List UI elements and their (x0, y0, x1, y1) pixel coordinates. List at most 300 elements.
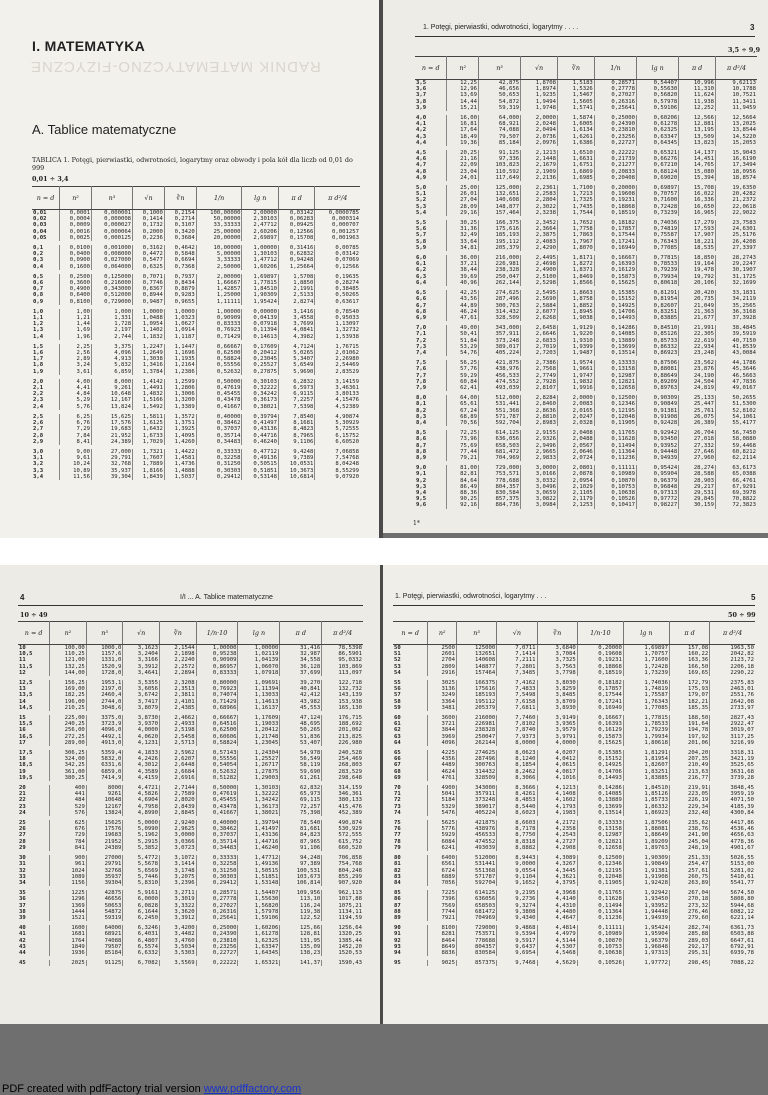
value-cell: 7,2257 (278, 397, 314, 403)
value-cell: 262,144 (478, 280, 520, 286)
row-number-cell: 1,0 (32, 309, 60, 315)
value-cell: 5,6569 (123, 868, 160, 874)
value-cell: 39,270 (280, 680, 322, 686)
value-cell: 1,6134 (557, 127, 594, 133)
value-cell: 1,84510 (623, 785, 669, 791)
value-cell: 7,3485 (497, 670, 537, 676)
row-number-cell: 6,5 (415, 290, 447, 296)
value-cell: 24,819 (679, 385, 716, 391)
value-cell: 3,0723 (160, 845, 197, 851)
value-cell: 4778,36 (730, 838, 754, 845)
value-cell: 135,09 (280, 944, 322, 950)
value-cell: 2642,08 (730, 698, 754, 705)
value-cell: 64000 (86, 925, 123, 931)
value-cell: 0,13333 (577, 820, 623, 826)
value-cell: 0,11765 (577, 890, 623, 896)
value-cell: 0,3107 (164, 222, 196, 228)
value-cell: 21,677 (679, 315, 716, 321)
value-cell: 25,761 (679, 408, 716, 414)
value-cell: 6,4807 (123, 938, 160, 944)
value-cell: 0,32258 (196, 455, 242, 461)
value-cell: 235,62 (669, 820, 709, 826)
value-cell: 73,96 (447, 436, 479, 442)
row-number-cell: 0,3 (32, 257, 60, 263)
value-cell: 4,4140 (537, 896, 577, 902)
value-cell: 0,27027 (594, 92, 636, 98)
row-number-cell: 15 (18, 715, 50, 721)
value-cell: 8,5440 (497, 804, 537, 810)
value-cell: 0,54407 (637, 80, 679, 87)
value-cell: 22,619 (679, 338, 716, 344)
value-cell: 22,934 (679, 344, 716, 350)
value-cell: 15,394 (679, 175, 716, 181)
value-cell: 0,86923 (637, 350, 679, 356)
value-cell: 5,00000 (196, 251, 242, 257)
value-cell: 2,0801 (557, 465, 594, 471)
value-cell: 857,375 (478, 496, 520, 502)
value-cell: 0,92942 (637, 430, 679, 436)
value-cell: 1,38021 (238, 810, 280, 816)
value-cell: 1,96 (60, 334, 92, 340)
value-cell: 248,19 (669, 845, 709, 851)
value-cell: 1764 (50, 938, 87, 944)
value-cell: 438,976 (478, 366, 520, 372)
pdf-note-link[interactable]: www.pdffactory.com (203, 1083, 302, 1095)
row-number-cell: 4,2 (415, 127, 447, 133)
value-cell: 0,27778 (594, 86, 636, 92)
value-cell: 1,9494 (521, 99, 558, 105)
value-cell: 0,10989 (577, 931, 623, 937)
row-number-cell: 16,5 (18, 734, 50, 740)
value-cell: 1,2247 (133, 344, 165, 350)
value-cell: 74,088 (478, 127, 520, 133)
value-cell: 1,5492 (133, 404, 165, 410)
value-cell: 857375 (456, 960, 496, 966)
value-cell: 10,996 (679, 80, 716, 87)
value-cell: 1156 (50, 880, 87, 886)
value-cell: 1,66667 (196, 280, 242, 286)
value-cell: 1,51851 (238, 874, 280, 880)
column-header: π d²/4 (315, 187, 360, 210)
row-number-cell: 14,5 (18, 705, 50, 711)
value-cell: 5359,4 (86, 750, 123, 756)
row-number-cell: 3,8 (415, 99, 447, 105)
value-cell: 81,681 (280, 826, 322, 832)
value-cell: 0,24390 (196, 931, 238, 937)
value-cell: 4,3795 (537, 880, 577, 886)
value-cell: 1,89763 (623, 845, 669, 851)
value-cell: 0,03142 (278, 210, 314, 217)
value-cell: 43,982 (280, 699, 322, 705)
value-cell: 0,12195 (594, 408, 636, 414)
table-row (415, 267, 757, 273)
value-cell: 962,113 (338, 890, 362, 897)
row-number-cell: 9,2 (415, 478, 447, 484)
value-cell: 2733,97 (730, 704, 754, 711)
value-cell: 289,00 (50, 740, 87, 746)
value-cell: 121,00 (50, 657, 87, 663)
value-cell: 250,047 (478, 274, 520, 280)
value-cell: 884,736 (478, 502, 520, 508)
value-cell: 175,616 (478, 226, 520, 232)
value-cell: 0,24390 (594, 121, 636, 127)
value-cell: 11,624 (679, 92, 716, 98)
value-cell: 0,88649 (637, 373, 679, 379)
value-cell: 1,90309 (623, 855, 669, 861)
value-cell: 1,74036 (623, 680, 669, 686)
value-cell: 0,21277 (594, 162, 636, 168)
value-cell: 1,7435 (557, 204, 594, 210)
value-cell: 3525,65 (730, 762, 754, 769)
table-row (415, 366, 757, 372)
value-cell: 2290,22 (730, 669, 754, 676)
value-cell: 1,5708 (278, 274, 314, 280)
value-cell: 1,9748 (521, 105, 558, 111)
value-cell: 1,29003 (238, 775, 280, 781)
value-cell: 2,6207 (160, 756, 197, 762)
value-cell: 0,000314 (332, 216, 359, 223)
value-cell: 213,63 (669, 769, 709, 775)
value-cell: 2,00000 (242, 210, 278, 217)
value-cell: 24,190 (679, 373, 716, 379)
table-row (415, 175, 757, 181)
value-cell: 2809 (428, 664, 457, 670)
value-cell: 328509 (456, 775, 496, 781)
value-cell: 20,4282 (732, 191, 756, 198)
value-cell: 1,1935 (164, 356, 196, 362)
value-cell: 1,9574 (557, 360, 594, 366)
value-cell: 704969 (456, 915, 496, 921)
table-row (393, 797, 755, 803)
value-cell: 0,03142 (335, 251, 359, 258)
value-cell: 166,375 (478, 220, 520, 226)
value-cell: 63,6173 (732, 465, 756, 472)
value-cell: 0,75587 (637, 232, 679, 238)
value-cell: 0,33333 (196, 855, 238, 861)
row-number-cell: 3,2 (32, 461, 60, 467)
value-cell: 1,6432 (133, 426, 165, 432)
value-cell: 40,96 (447, 280, 479, 286)
value-cell: 1,95424 (623, 925, 669, 931)
value-cell: 0,97313 (637, 490, 679, 496)
value-cell: 1,8469 (557, 274, 594, 280)
value-cell: 26,4208 (732, 238, 756, 245)
value-cell: 182,25 (50, 692, 87, 698)
value-cell: 0,12566 (278, 229, 314, 235)
value-cell: 0,29412 (196, 880, 238, 886)
value-cell: 2042,82 (730, 651, 754, 658)
value-cell: 1,4491 (133, 385, 165, 391)
value-cell: 2,1213 (521, 150, 558, 156)
value-cell: 0,11628 (577, 896, 623, 902)
value-cell: 37,21 (447, 261, 479, 267)
value-cell: 4,096 (91, 350, 132, 356)
value-cell: 0,95238 (196, 651, 238, 657)
value-cell: 1,7607 (133, 455, 165, 461)
column-header: n³ (86, 622, 123, 645)
value-cell: 6,60520 (335, 438, 359, 445)
row-number-cell: 0,05 (32, 235, 60, 241)
value-cell: 1,16137 (238, 705, 280, 711)
value-cell: 1936 (50, 950, 87, 956)
value-cell: 5776 (428, 826, 457, 832)
value-cell: 1,34242 (238, 797, 280, 803)
value-cell: 26,389 (679, 420, 716, 426)
value-cell: 0,2154 (164, 210, 196, 217)
value-cell: 0,12500 (577, 855, 623, 861)
value-cell: 4225 (428, 750, 457, 756)
value-cell: 1,4422 (164, 449, 196, 455)
value-cell: 1953,1 (86, 680, 123, 686)
value-cell: 3,3620 (160, 909, 197, 915)
value-cell: 7,5498 (497, 692, 537, 698)
value-cell: 9025 (428, 960, 457, 966)
value-cell: 3019,07 (730, 727, 754, 734)
value-cell: 256,00 (50, 727, 87, 733)
value-cell: 1,59106 (238, 915, 280, 921)
table-row (393, 664, 755, 670)
value-cell: 1,331 (91, 315, 132, 321)
table-grid (415, 56, 757, 509)
value-cell: 5041 (428, 791, 457, 797)
row-number-cell: 4,4 (415, 140, 447, 146)
value-cell: 0,0001 (60, 210, 92, 217)
value-cell: 1,95424 (242, 299, 278, 305)
value-cell: 4,41 (60, 385, 92, 391)
value-cell: 1,82607 (623, 762, 669, 768)
value-cell: 2,6458 (521, 325, 558, 331)
value-cell: 7396 (428, 896, 457, 902)
value-cell: 571787 (456, 874, 496, 880)
value-cell: 2,6916 (160, 775, 197, 781)
value-cell: 17,593 (679, 226, 716, 232)
table-row (393, 960, 755, 966)
value-cell: 0,43136 (242, 426, 278, 432)
row-number-cell: 8,5 (415, 430, 447, 436)
value-cell: 0,15873 (594, 274, 636, 280)
value-cell: 257,61 (669, 868, 709, 874)
value-cell: 0,12048 (577, 874, 623, 880)
value-cell: 0,0009 (60, 222, 92, 228)
value-cell: 0,22727 (594, 140, 636, 146)
value-cell: 216,000 (478, 255, 520, 261)
value-cell: 1,36173 (238, 804, 280, 810)
value-cell: 84,64 (447, 478, 479, 484)
value-cell: 4185,39 (730, 803, 754, 810)
value-cell: 3739,28 (730, 774, 754, 781)
value-cell: 226,980 (338, 739, 362, 746)
value-cell: 19,164 (679, 261, 716, 267)
row-number-cell: 0,5 (32, 274, 60, 280)
row-number-cell: 69 (393, 775, 428, 781)
value-cell: 0,17609 (242, 344, 278, 350)
row-number-cell: 0,2 (32, 251, 60, 257)
value-cell: 24389 (86, 845, 123, 851)
value-cell: 1,8663 (557, 290, 594, 296)
value-cell: 3,6742 (123, 692, 160, 698)
value-cell: 38,44 (447, 267, 479, 273)
value-cell: 900 (50, 855, 87, 861)
value-cell: 50,653 (478, 92, 520, 98)
row-number-cell: 61 (393, 721, 428, 727)
value-cell: 2375,83 (730, 680, 754, 687)
value-cell: 1,72428 (623, 664, 669, 670)
value-cell: 0,1732 (133, 222, 165, 228)
value-cell: 4656,63 (730, 832, 754, 839)
value-cell: 2,5713 (160, 740, 197, 746)
row-number-cell: 60 (393, 715, 428, 721)
column-header: n² (60, 187, 92, 210)
value-cell: 1,1832 (133, 334, 165, 340)
value-cell: 1385,44 (338, 937, 362, 944)
value-cell: 1,65321 (238, 960, 280, 966)
table-row (415, 420, 757, 426)
table-row (415, 232, 757, 238)
value-cell: 27,646 (679, 449, 716, 455)
value-cell: 0,001257 (332, 228, 359, 235)
value-cell: 0,81954 (637, 296, 679, 302)
value-cell: 3,0822 (521, 496, 558, 502)
table-row (18, 699, 363, 705)
value-cell: 59,319 (478, 105, 520, 111)
column-header: lg n (238, 622, 280, 645)
value-cell: 4,6904 (123, 797, 160, 803)
value-cell: 7,9373 (497, 734, 537, 740)
value-cell: 2,0724 (557, 455, 594, 461)
value-cell: 0,4642 (164, 245, 196, 251)
value-cell: 0,13699 (594, 344, 636, 350)
value-cell: 33,64 (447, 239, 479, 245)
value-cell: 2,8460 (521, 401, 558, 407)
value-cell: 87,965 (280, 839, 322, 845)
value-cell: 0,68966 (196, 705, 238, 711)
value-cell: 8,7178 (497, 826, 537, 832)
value-cell: 0,5477 (133, 257, 165, 263)
row-number-cell: 0,7 (32, 286, 60, 292)
value-cell: 1,60206 (242, 264, 278, 270)
value-cell: 2,5962 (160, 750, 197, 756)
value-cell: 804,248 (338, 867, 362, 874)
value-cell: 0,13333 (594, 360, 636, 366)
value-cell: 24,389 (91, 439, 132, 445)
table-row (393, 868, 755, 874)
value-cell: 1590,43 (338, 960, 362, 967)
value-cell: 1,4095 (164, 433, 196, 439)
value-cell: 17,576 (91, 420, 132, 426)
value-cell: 42,875 (478, 80, 520, 87)
value-cell: 2922,47 (730, 721, 754, 728)
value-cell: 1,6386 (557, 140, 594, 146)
value-cell: 438976 (456, 826, 496, 832)
value-cell: 0,65321 (637, 150, 679, 156)
value-cell: 1,9661 (557, 366, 594, 372)
value-cell: 33,1831 (732, 290, 756, 297)
value-cell: 50,41 (447, 331, 479, 337)
value-cell: 23,04 (447, 169, 479, 175)
value-cell: 0,0025 (60, 235, 92, 241)
value-cell: 0,83885 (637, 315, 679, 321)
value-cell: 484 (50, 797, 87, 803)
table-row (393, 909, 755, 915)
value-cell: 592704 (456, 880, 496, 886)
value-cell: 1,5874 (557, 115, 594, 121)
value-cell: 4356 (428, 756, 457, 762)
value-cell: 9,3808 (497, 909, 537, 915)
value-cell: 389,017 (478, 344, 520, 350)
value-cell: 144,00 (50, 670, 87, 676)
row-number-cell: 1,1 (32, 315, 60, 321)
value-cell: 6082,12 (730, 908, 754, 915)
value-cell: 1,79934 (623, 734, 669, 740)
value-cell: 0,62832 (278, 251, 314, 257)
value-cell: 1296 (50, 896, 87, 902)
value-cell: 1,8708 (521, 80, 558, 87)
value-cell: 3318,31 (730, 750, 754, 757)
value-cell: 0,71600 (637, 197, 679, 203)
row-number-cell: 92 (393, 938, 428, 944)
value-cell: 5929 (428, 832, 457, 838)
value-cell: 157,464 (478, 210, 520, 216)
value-cell: 61,261 (280, 775, 322, 781)
value-cell: 1089 (50, 874, 87, 880)
value-cell: 4,5144 (537, 938, 577, 944)
value-cell: 2,7568 (521, 366, 558, 372)
row-number-cell: 8,6 (415, 436, 447, 442)
value-cell: 3,5355 (123, 680, 160, 686)
value-cell: 778,688 (478, 478, 520, 484)
value-cell: 1,63347 (238, 944, 280, 950)
value-cell: 21,952 (91, 433, 132, 439)
table-row (393, 699, 755, 705)
value-cell: 7,1414 (497, 651, 537, 657)
value-cell: 0,37037 (196, 832, 238, 838)
value-cell: 8,1681 (278, 420, 314, 426)
value-cell: 0,000027 (91, 222, 132, 228)
value-cell: 0,17241 (577, 699, 623, 705)
value-cell: 7414,9 (86, 775, 123, 781)
value-cell: 51,5300 (732, 401, 756, 408)
value-cell: 0,54054 (196, 762, 238, 768)
row-number-cell: 27 (18, 832, 50, 838)
value-cell: 21,049 (679, 303, 716, 309)
value-cell: 0,17857 (577, 686, 623, 692)
value-cell: 5,8310 (123, 880, 160, 886)
value-cell: 2,26980 (335, 356, 359, 363)
table-row (415, 344, 757, 350)
value-cell: 197,92 (669, 734, 709, 740)
value-cell: 226,981 (478, 261, 520, 267)
row-number-cell: 5,2 (415, 197, 447, 203)
value-cell: 0,69897 (637, 185, 679, 191)
value-cell: 1369 (50, 903, 87, 909)
table-row (415, 315, 757, 321)
value-cell: 0,12500 (594, 395, 636, 401)
value-cell: 660,520 (338, 844, 362, 851)
value-cell: 10,00000 (196, 245, 242, 251)
table-row (415, 331, 757, 337)
value-cell: 1,1696 (164, 350, 196, 356)
value-cell: 0,20000 (594, 185, 636, 191)
value-cell: 175616 (456, 686, 496, 692)
value-cell: 1,5183 (557, 80, 594, 87)
value-cell: 0,12658 (577, 845, 623, 851)
value-cell: 28,09 (447, 204, 479, 210)
value-cell: 1,00000 (238, 645, 280, 652)
value-cell: 6724 (428, 868, 457, 874)
value-cell: 69,115 (280, 797, 322, 803)
value-cell: 4,2543 (537, 832, 577, 838)
value-cell: 2,3238 (521, 210, 558, 216)
